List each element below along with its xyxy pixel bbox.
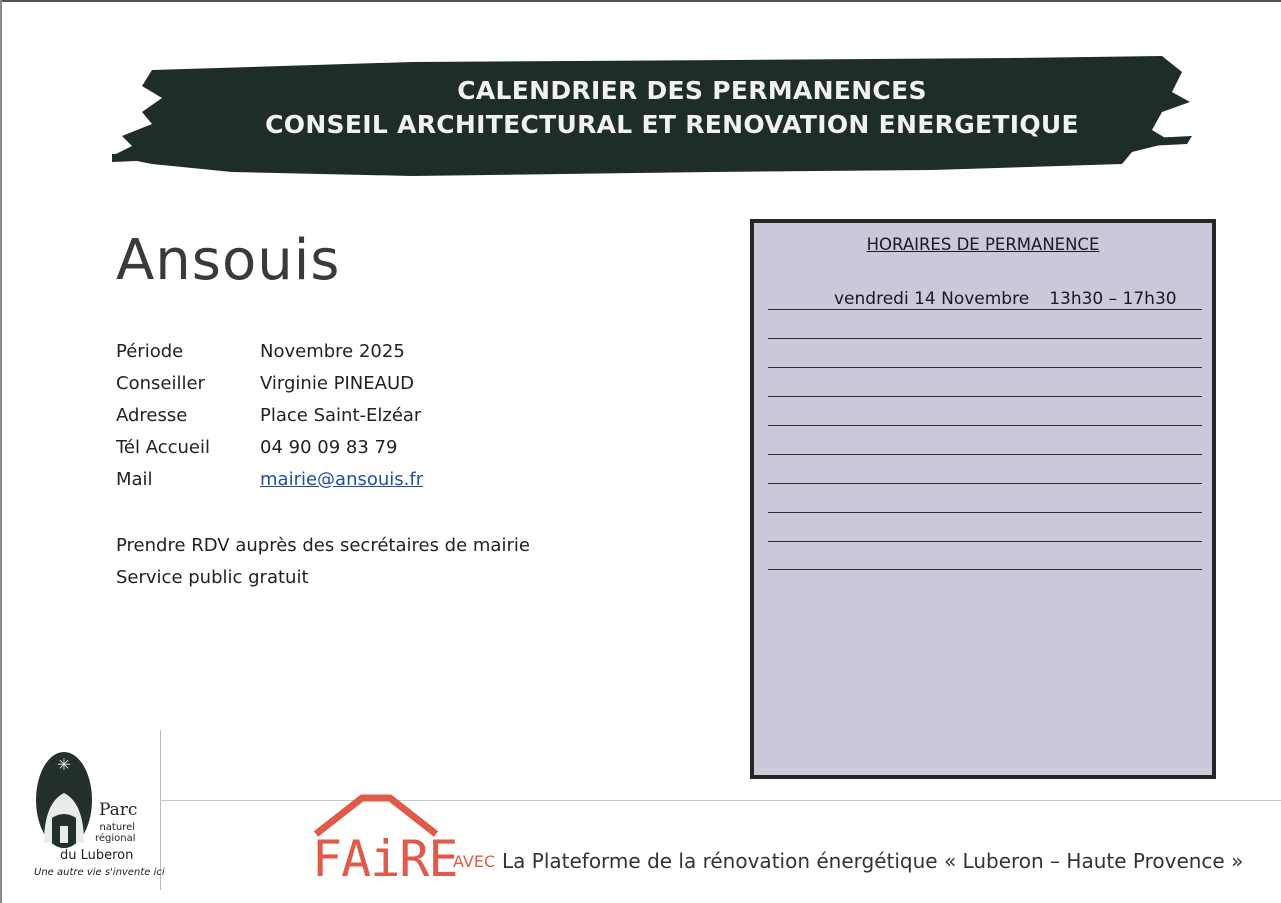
email-link[interactable]: mairie@ansouis.fr bbox=[260, 468, 424, 490]
info-row-periode bbox=[116, 335, 423, 367]
note-appointment: Prendre RDV auprès des secrétaires de mairie bbox=[116, 535, 530, 556]
schedule-rule bbox=[768, 512, 1202, 513]
info-value: Virginie PINEAUD bbox=[260, 372, 414, 394]
info-value: Place Saint-Elzéar bbox=[260, 404, 422, 426]
schedule-rule bbox=[768, 454, 1202, 455]
schedule-box bbox=[750, 219, 1216, 779]
info-label: Tél Accueil bbox=[116, 436, 211, 458]
schedule-rule bbox=[768, 396, 1202, 397]
info-value: 04 90 09 83 79 bbox=[260, 436, 398, 458]
schedule-day: vendredi 14 Novembre bbox=[834, 289, 1030, 309]
info-label: Période bbox=[116, 340, 184, 362]
schedule-rule bbox=[768, 483, 1202, 484]
parc-naturel: naturel bbox=[99, 822, 135, 833]
parc-regional: régional bbox=[95, 833, 136, 844]
svg-text:✳: ✳ bbox=[57, 755, 71, 774]
schedule-rule bbox=[768, 309, 1202, 310]
schedule-rule bbox=[768, 541, 1202, 542]
header-banner bbox=[112, 52, 1192, 180]
avec-label: AVEC bbox=[453, 852, 496, 871]
banner-title-line2: CONSEIL ARCHITECTURAL ET RENOVATION ENERGETIQUE bbox=[265, 110, 1079, 139]
info-table bbox=[116, 335, 423, 495]
plateforme-label: La Plateforme de la rénovation énergétique « Luberon – Haute Provence » bbox=[502, 849, 1244, 873]
info-row-telephone bbox=[116, 431, 423, 463]
schedule-entry bbox=[834, 289, 1177, 309]
schedule-rule bbox=[768, 569, 1202, 570]
page-border-left bbox=[0, 0, 2, 903]
schedule-title: HORAIRES DE PERMANENCE bbox=[866, 235, 1100, 254]
info-label: Conseiller bbox=[116, 372, 205, 394]
footer-divider bbox=[160, 730, 161, 890]
info-value: Novembre 2025 bbox=[260, 340, 405, 362]
schedule-rule bbox=[768, 367, 1202, 368]
town-name: Ansouis bbox=[116, 228, 341, 293]
banner-title-line1: CALENDRIER DES PERMANENCES bbox=[457, 76, 927, 105]
note-free-service: Service public gratuit bbox=[116, 567, 309, 588]
parc-luberon-label: du Luberon bbox=[60, 848, 134, 863]
schedule-rule bbox=[768, 425, 1202, 426]
page-border-top bbox=[0, 0, 1281, 2]
info-row-mail bbox=[116, 463, 423, 495]
parc-label: Parc bbox=[99, 800, 138, 820]
faire-logo-text: FAiRE bbox=[312, 830, 458, 888]
info-label: Mail bbox=[116, 468, 153, 490]
notes bbox=[116, 530, 530, 594]
info-label: Adresse bbox=[116, 404, 188, 426]
schedule-time: 13h30 – 17h30 bbox=[1049, 289, 1177, 309]
info-row-adresse bbox=[116, 399, 423, 431]
info-row-conseiller bbox=[116, 367, 423, 399]
schedule-rule bbox=[768, 338, 1202, 339]
parc-tagline: Une autre vie s'invente ici bbox=[34, 867, 165, 878]
parc-sublabel bbox=[95, 822, 135, 844]
